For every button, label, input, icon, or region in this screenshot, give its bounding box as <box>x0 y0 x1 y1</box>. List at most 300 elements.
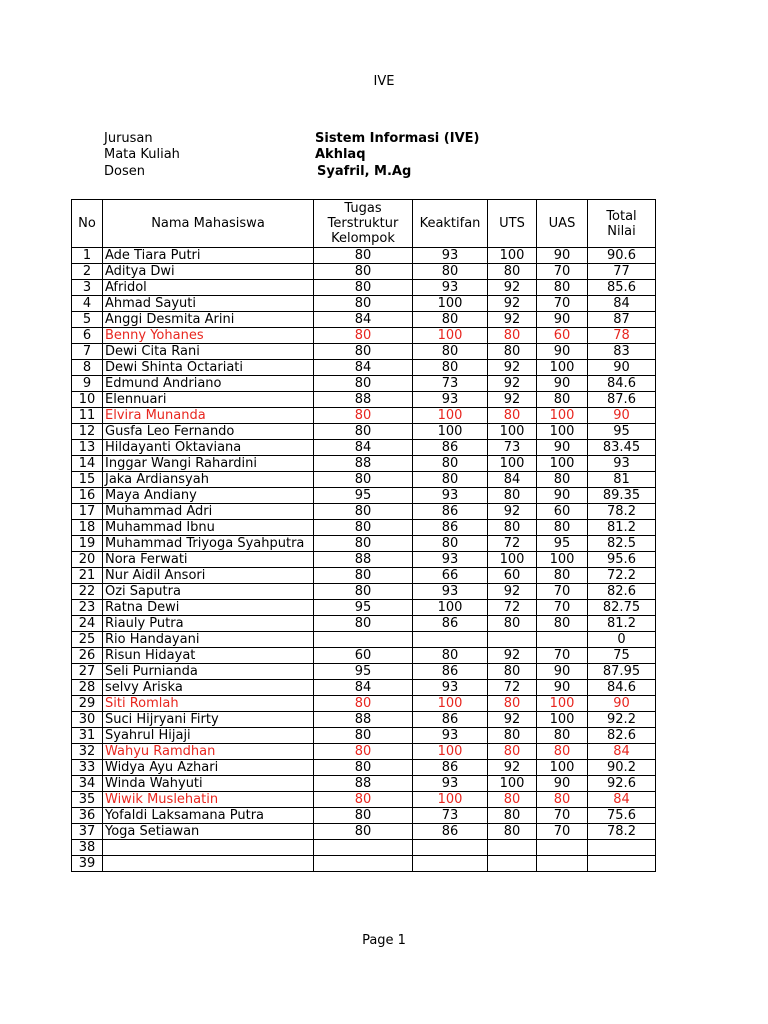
uts-score: 80 <box>488 664 537 680</box>
table-row <box>72 808 656 824</box>
row-number: 15 <box>72 472 103 488</box>
tugas-score <box>314 856 413 872</box>
row-number: 27 <box>72 664 103 680</box>
table-row <box>72 760 656 776</box>
keaktifan-score: 93 <box>413 488 488 504</box>
keaktifan-score: 86 <box>413 440 488 456</box>
keaktifan-score: 86 <box>413 664 488 680</box>
uts-score: 100 <box>488 456 537 472</box>
uts-score: 72 <box>488 536 537 552</box>
column-header-uas: UAS <box>537 200 588 248</box>
mata-kuliah-value: Akhlaq <box>315 147 366 162</box>
tugas-score: 84 <box>314 360 413 376</box>
dosen-label: Dosen <box>104 164 145 179</box>
table-row <box>72 248 656 264</box>
table-header-row <box>72 200 656 248</box>
tugas-score: 80 <box>314 472 413 488</box>
student-name: Syahrul Hijaji <box>103 728 314 744</box>
row-number: 22 <box>72 584 103 600</box>
row-number: 4 <box>72 296 103 312</box>
student-name: Afridol <box>103 280 314 296</box>
column-header-total: Total Nilai <box>588 200 656 248</box>
uas-score <box>537 856 588 872</box>
total-score: 75 <box>588 648 656 664</box>
keaktifan-score: 93 <box>413 776 488 792</box>
uas-score: 90 <box>537 344 588 360</box>
uas-score: 80 <box>537 472 588 488</box>
keaktifan-score <box>413 856 488 872</box>
keaktifan-score: 93 <box>413 552 488 568</box>
uas-score: 100 <box>537 456 588 472</box>
uts-score: 72 <box>488 680 537 696</box>
tugas-score: 88 <box>314 712 413 728</box>
uas-score: 70 <box>537 264 588 280</box>
tugas-score: 80 <box>314 296 413 312</box>
row-number: 30 <box>72 712 103 728</box>
student-name: Wahyu Ramdhan <box>103 744 314 760</box>
uts-score: 60 <box>488 568 537 584</box>
student-name: Widya Ayu Azhari <box>103 760 314 776</box>
student-name: Hildayanti Oktaviana <box>103 440 314 456</box>
uas-score: 100 <box>537 552 588 568</box>
table-row <box>72 632 656 648</box>
student-name: Inggar Wangi Rahardini <box>103 456 314 472</box>
uas-score: 70 <box>537 808 588 824</box>
row-number: 9 <box>72 376 103 392</box>
uts-score: 80 <box>488 744 537 760</box>
tugas-score: 84 <box>314 680 413 696</box>
student-name: Rio Handayani <box>103 632 314 648</box>
student-name: Elennuari <box>103 392 314 408</box>
keaktifan-score: 100 <box>413 600 488 616</box>
keaktifan-score: 73 <box>413 376 488 392</box>
uas-score: 70 <box>537 296 588 312</box>
row-number: 19 <box>72 536 103 552</box>
uas-score: 80 <box>537 616 588 632</box>
uas-score: 80 <box>537 392 588 408</box>
uas-score: 60 <box>537 504 588 520</box>
uas-score: 95 <box>537 536 588 552</box>
uts-score: 100 <box>488 776 537 792</box>
keaktifan-score: 93 <box>413 584 488 600</box>
table-row <box>72 296 656 312</box>
student-name: Ratna Dewi <box>103 600 314 616</box>
total-score: 81.2 <box>588 520 656 536</box>
uas-score: 100 <box>537 408 588 424</box>
uas-score <box>537 632 588 648</box>
tugas-score: 80 <box>314 824 413 840</box>
tugas-score: 80 <box>314 376 413 392</box>
uas-score: 70 <box>537 648 588 664</box>
row-number: 33 <box>72 760 103 776</box>
keaktifan-score: 73 <box>413 808 488 824</box>
uts-score: 100 <box>488 552 537 568</box>
row-number: 2 <box>72 264 103 280</box>
tugas-score: 88 <box>314 552 413 568</box>
total-score: 87.95 <box>588 664 656 680</box>
tugas-score: 95 <box>314 664 413 680</box>
column-header-no: No <box>72 200 103 248</box>
student-name <box>103 840 314 856</box>
keaktifan-score: 86 <box>413 824 488 840</box>
student-name: Ahmad Sayuti <box>103 296 314 312</box>
total-score: 82.6 <box>588 584 656 600</box>
student-name: Dewi Cita Rani <box>103 344 314 360</box>
total-score: 90 <box>588 360 656 376</box>
keaktifan-score: 66 <box>413 568 488 584</box>
student-name: Suci Hijryani Firty <box>103 712 314 728</box>
row-number: 25 <box>72 632 103 648</box>
table-row <box>72 360 656 376</box>
row-number: 39 <box>72 856 103 872</box>
uts-score: 92 <box>488 712 537 728</box>
student-name: Jaka Ardiansyah <box>103 472 314 488</box>
student-name: Riauly Putra <box>103 616 314 632</box>
keaktifan-score: 93 <box>413 728 488 744</box>
student-name: Nur Aidil Ansori <box>103 568 314 584</box>
table-row <box>72 456 656 472</box>
row-number: 11 <box>72 408 103 424</box>
uas-score: 80 <box>537 728 588 744</box>
tugas-score: 80 <box>314 808 413 824</box>
row-number: 20 <box>72 552 103 568</box>
uts-score: 92 <box>488 360 537 376</box>
tugas-score: 80 <box>314 344 413 360</box>
uts-score: 80 <box>488 824 537 840</box>
total-score: 83.45 <box>588 440 656 456</box>
tugas-score: 88 <box>314 456 413 472</box>
uts-score: 84 <box>488 472 537 488</box>
row-number: 31 <box>72 728 103 744</box>
keaktifan-score: 86 <box>413 712 488 728</box>
student-name: Ozi Saputra <box>103 584 314 600</box>
table-row <box>72 328 656 344</box>
tugas-score: 80 <box>314 520 413 536</box>
keaktifan-score: 86 <box>413 520 488 536</box>
uas-score: 70 <box>537 584 588 600</box>
tugas-score: 80 <box>314 568 413 584</box>
table-row <box>72 696 656 712</box>
total-score: 78.2 <box>588 504 656 520</box>
jurusan-label: Jurusan <box>104 131 153 146</box>
uts-score: 100 <box>488 248 537 264</box>
row-number: 24 <box>72 616 103 632</box>
row-number: 35 <box>72 792 103 808</box>
keaktifan-score: 93 <box>413 280 488 296</box>
uts-score: 92 <box>488 376 537 392</box>
total-score: 92.6 <box>588 776 656 792</box>
dosen-value: Syafril, M.Ag <box>317 164 412 179</box>
tugas-score: 80 <box>314 792 413 808</box>
page-number: Page 1 <box>362 933 406 948</box>
row-number: 7 <box>72 344 103 360</box>
total-score: 84.6 <box>588 376 656 392</box>
tugas-score: 80 <box>314 280 413 296</box>
table-row <box>72 584 656 600</box>
table-row <box>72 792 656 808</box>
row-number: 6 <box>72 328 103 344</box>
table-row <box>72 376 656 392</box>
row-number: 3 <box>72 280 103 296</box>
uts-score: 80 <box>488 728 537 744</box>
uas-score: 100 <box>537 712 588 728</box>
total-score: 75.6 <box>588 808 656 824</box>
table-row <box>72 488 656 504</box>
table-row <box>72 504 656 520</box>
tugas-score: 80 <box>314 504 413 520</box>
student-name: Muhammad Ibnu <box>103 520 314 536</box>
tugas-score: 84 <box>314 440 413 456</box>
student-name: Wiwik Muslehatin <box>103 792 314 808</box>
uas-score: 90 <box>537 440 588 456</box>
total-score: 83 <box>588 344 656 360</box>
tugas-score: 80 <box>314 728 413 744</box>
keaktifan-score <box>413 840 488 856</box>
student-name: selvy Ariska <box>103 680 314 696</box>
table-row <box>72 424 656 440</box>
uas-score: 80 <box>537 744 588 760</box>
student-name: Dewi Shinta Octariati <box>103 360 314 376</box>
uas-score: 60 <box>537 328 588 344</box>
uas-score: 100 <box>537 696 588 712</box>
row-number: 32 <box>72 744 103 760</box>
keaktifan-score: 80 <box>413 312 488 328</box>
row-number: 36 <box>72 808 103 824</box>
student-name: Maya Andiany <box>103 488 314 504</box>
uas-score: 70 <box>537 600 588 616</box>
uts-score: 80 <box>488 408 537 424</box>
table-row <box>72 344 656 360</box>
row-number: 34 <box>72 776 103 792</box>
table-row <box>72 712 656 728</box>
row-number: 17 <box>72 504 103 520</box>
table-row <box>72 440 656 456</box>
tugas-score: 80 <box>314 264 413 280</box>
keaktifan-score: 100 <box>413 744 488 760</box>
uts-score: 80 <box>488 488 537 504</box>
row-number: 23 <box>72 600 103 616</box>
uts-score: 72 <box>488 600 537 616</box>
uas-score: 90 <box>537 488 588 504</box>
row-number: 21 <box>72 568 103 584</box>
uts-score: 80 <box>488 616 537 632</box>
total-score: 72.2 <box>588 568 656 584</box>
row-number: 37 <box>72 824 103 840</box>
uts-score: 100 <box>488 424 537 440</box>
keaktifan-score: 80 <box>413 360 488 376</box>
total-score: 84 <box>588 296 656 312</box>
uas-score <box>537 840 588 856</box>
uas-score: 90 <box>537 376 588 392</box>
mata-kuliah-label: Mata Kuliah <box>104 147 180 162</box>
keaktifan-score: 80 <box>413 456 488 472</box>
table-row <box>72 728 656 744</box>
table-row <box>72 264 656 280</box>
row-number: 38 <box>72 840 103 856</box>
student-name: Muhammad Adri <box>103 504 314 520</box>
table-row <box>72 408 656 424</box>
tugas-score: 80 <box>314 328 413 344</box>
column-header-tugas: Tugas Terstruktur Kelompok <box>314 200 413 248</box>
keaktifan-score: 100 <box>413 696 488 712</box>
column-header-keaktifan: Keaktifan <box>413 200 488 248</box>
table-row <box>72 520 656 536</box>
keaktifan-score: 80 <box>413 536 488 552</box>
tugas-score: 88 <box>314 776 413 792</box>
row-number: 13 <box>72 440 103 456</box>
row-number: 8 <box>72 360 103 376</box>
student-name: Winda Wahyuti <box>103 776 314 792</box>
student-name: Ade Tiara Putri <box>103 248 314 264</box>
tugas-score: 80 <box>314 696 413 712</box>
uas-score: 90 <box>537 312 588 328</box>
student-name: Yofaldi Laksamana Putra <box>103 808 314 824</box>
total-score: 90.2 <box>588 760 656 776</box>
tugas-score: 80 <box>314 248 413 264</box>
total-score <box>588 840 656 856</box>
student-name: Yoga Setiawan <box>103 824 314 840</box>
document-title: IVE <box>373 74 395 89</box>
keaktifan-score: 100 <box>413 296 488 312</box>
uas-score: 100 <box>537 360 588 376</box>
uts-score: 92 <box>488 392 537 408</box>
uas-score: 80 <box>537 568 588 584</box>
table-row <box>72 616 656 632</box>
keaktifan-score: 100 <box>413 408 488 424</box>
row-number: 18 <box>72 520 103 536</box>
uas-score: 90 <box>537 776 588 792</box>
uts-score: 92 <box>488 584 537 600</box>
row-number: 1 <box>72 248 103 264</box>
tugas-score: 80 <box>314 760 413 776</box>
total-score: 90 <box>588 696 656 712</box>
student-name: Seli Purnianda <box>103 664 314 680</box>
total-score: 78 <box>588 328 656 344</box>
uts-score: 80 <box>488 264 537 280</box>
uas-score: 100 <box>537 760 588 776</box>
grades-table <box>71 199 656 872</box>
total-score: 84 <box>588 744 656 760</box>
tugas-score: 80 <box>314 536 413 552</box>
total-score: 95 <box>588 424 656 440</box>
tugas-score: 80 <box>314 408 413 424</box>
student-name: Anggi Desmita Arini <box>103 312 314 328</box>
total-score: 87.6 <box>588 392 656 408</box>
student-name: Nora Ferwati <box>103 552 314 568</box>
uas-score: 100 <box>537 424 588 440</box>
total-score: 77 <box>588 264 656 280</box>
table-row <box>72 856 656 872</box>
keaktifan-score: 86 <box>413 760 488 776</box>
total-score: 84.6 <box>588 680 656 696</box>
keaktifan-score: 80 <box>413 648 488 664</box>
student-name: Gusfa Leo Fernando <box>103 424 314 440</box>
column-header-nama: Nama Mahasiswa <box>103 200 314 248</box>
jurusan-value: Sistem Informasi (IVE) <box>315 131 480 146</box>
uts-score: 92 <box>488 280 537 296</box>
row-number: 29 <box>72 696 103 712</box>
uas-score: 70 <box>537 824 588 840</box>
total-score: 84 <box>588 792 656 808</box>
keaktifan-score: 100 <box>413 328 488 344</box>
table-row <box>72 552 656 568</box>
uts-score <box>488 840 537 856</box>
keaktifan-score: 100 <box>413 792 488 808</box>
uas-score: 80 <box>537 280 588 296</box>
keaktifan-score: 80 <box>413 264 488 280</box>
tugas-score: 80 <box>314 744 413 760</box>
table-row <box>72 392 656 408</box>
uts-score <box>488 856 537 872</box>
tugas-score: 80 <box>314 584 413 600</box>
row-number: 10 <box>72 392 103 408</box>
uts-score: 80 <box>488 328 537 344</box>
student-name: Edmund Andriano <box>103 376 314 392</box>
total-score: 85.6 <box>588 280 656 296</box>
uts-score <box>488 632 537 648</box>
row-number: 26 <box>72 648 103 664</box>
student-name: Elvira Munanda <box>103 408 314 424</box>
row-number: 14 <box>72 456 103 472</box>
table-row <box>72 664 656 680</box>
uts-score: 73 <box>488 440 537 456</box>
total-score: 81 <box>588 472 656 488</box>
uts-score: 92 <box>488 648 537 664</box>
keaktifan-score: 86 <box>413 504 488 520</box>
table-row <box>72 280 656 296</box>
uas-score: 80 <box>537 520 588 536</box>
total-score: 0 <box>588 632 656 648</box>
uts-score: 92 <box>488 504 537 520</box>
column-header-uts: UTS <box>488 200 537 248</box>
table-row <box>72 568 656 584</box>
uas-score: 90 <box>537 248 588 264</box>
student-name: Benny Yohanes <box>103 328 314 344</box>
uts-score: 80 <box>488 792 537 808</box>
keaktifan-score <box>413 632 488 648</box>
uts-score: 92 <box>488 312 537 328</box>
uts-score: 92 <box>488 296 537 312</box>
grades-table-body <box>72 248 656 872</box>
uts-score: 80 <box>488 696 537 712</box>
uas-score: 90 <box>537 664 588 680</box>
tugas-score: 95 <box>314 600 413 616</box>
keaktifan-score: 93 <box>413 392 488 408</box>
keaktifan-score: 100 <box>413 424 488 440</box>
uts-score: 80 <box>488 344 537 360</box>
total-score: 82.75 <box>588 600 656 616</box>
uas-score: 90 <box>537 680 588 696</box>
tugas-score <box>314 840 413 856</box>
total-score <box>588 856 656 872</box>
student-name <box>103 856 314 872</box>
table-row <box>72 744 656 760</box>
tugas-score <box>314 632 413 648</box>
row-number: 5 <box>72 312 103 328</box>
tugas-score: 60 <box>314 648 413 664</box>
table-row <box>72 840 656 856</box>
total-score: 90.6 <box>588 248 656 264</box>
row-number: 12 <box>72 424 103 440</box>
tugas-score: 80 <box>314 616 413 632</box>
uts-score: 92 <box>488 760 537 776</box>
student-name: Siti Romlah <box>103 696 314 712</box>
total-score: 89.35 <box>588 488 656 504</box>
keaktifan-score: 80 <box>413 344 488 360</box>
tugas-score: 95 <box>314 488 413 504</box>
table-row <box>72 600 656 616</box>
keaktifan-score: 93 <box>413 680 488 696</box>
